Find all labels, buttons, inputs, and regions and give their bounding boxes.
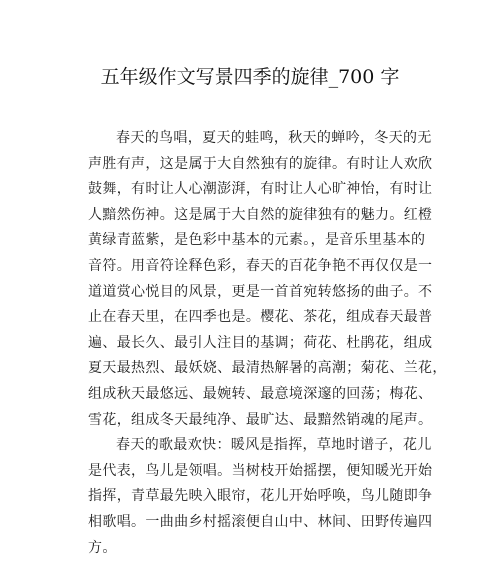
paragraph-2-line-5: 方。: [88, 539, 117, 556]
paragraph-2-line-2: 是代表，鸟儿是领唱。当树枝开始摇摆，便知暖光开始: [88, 462, 433, 479]
paragraph-1-line-6: 音符。用音符诠释色彩，春天的百花争艳不再仅仅是一: [88, 257, 433, 274]
paragraph-1-line-1: 春天的鸟唱，夏天的蛙鸣，秋天的蝉吟，冬天的无: [116, 130, 432, 146]
document-body: [88, 126, 447, 561]
paragraph-1-line-7: 道道赏心悦目的风景，更是一首首宛转悠扬的曲子。不: [88, 283, 433, 300]
document-title: 五年级作文写景四季的旋律_700 字: [100, 66, 400, 88]
paragraph-1-line-5: 黄绿青蓝紫，是色彩中基本的元素。，是音乐里基本的: [88, 232, 426, 249]
paragraph-1-line-10: 夏天最热烈、最妖娆、最清热解暑的高潮；菊花、兰花，: [88, 360, 447, 377]
paragraph-1-line-3: 鼓舞，有时让人心潮澎湃，有时让人心旷神怡，有时让: [88, 181, 433, 198]
paragraph-1-line-8: 止在春天里，在四季也是。樱花、茶花，组成春天最普: [88, 309, 433, 326]
paragraph-2-line-3: 指挥，青草最先映入眼帘，花儿开始呼唤，鸟儿随即争: [88, 488, 433, 505]
paragraph-1-line-12: 雪花，组成冬天最纯净、最旷达、最黯然销魂的尾声。: [88, 411, 433, 428]
paragraph-1-line-2: 声胜有声，这是属于大自然独有的旋律。有时让人欢欣: [88, 155, 433, 172]
paragraph-2-line-1: 春天的歌最欢快：暖风是指挥，草地时谱子，花儿: [116, 437, 432, 454]
paragraph-1-line-4: 人黯然伤神。这是属于大自然的旋律独有的魅力。红橙: [88, 206, 433, 223]
paragraph-1-line-11: 组成秋天最悠远、最婉转、最意境深邃的回荡；梅花、: [88, 385, 433, 402]
paragraph-2-line-4: 相歌唱。一曲曲乡村摇滚便自山中、林间、田野传遍四: [88, 513, 433, 530]
paragraph-1-line-9: 遍、最长久、最引人注目的基调；荷花、杜鹃花，组成: [88, 334, 433, 351]
